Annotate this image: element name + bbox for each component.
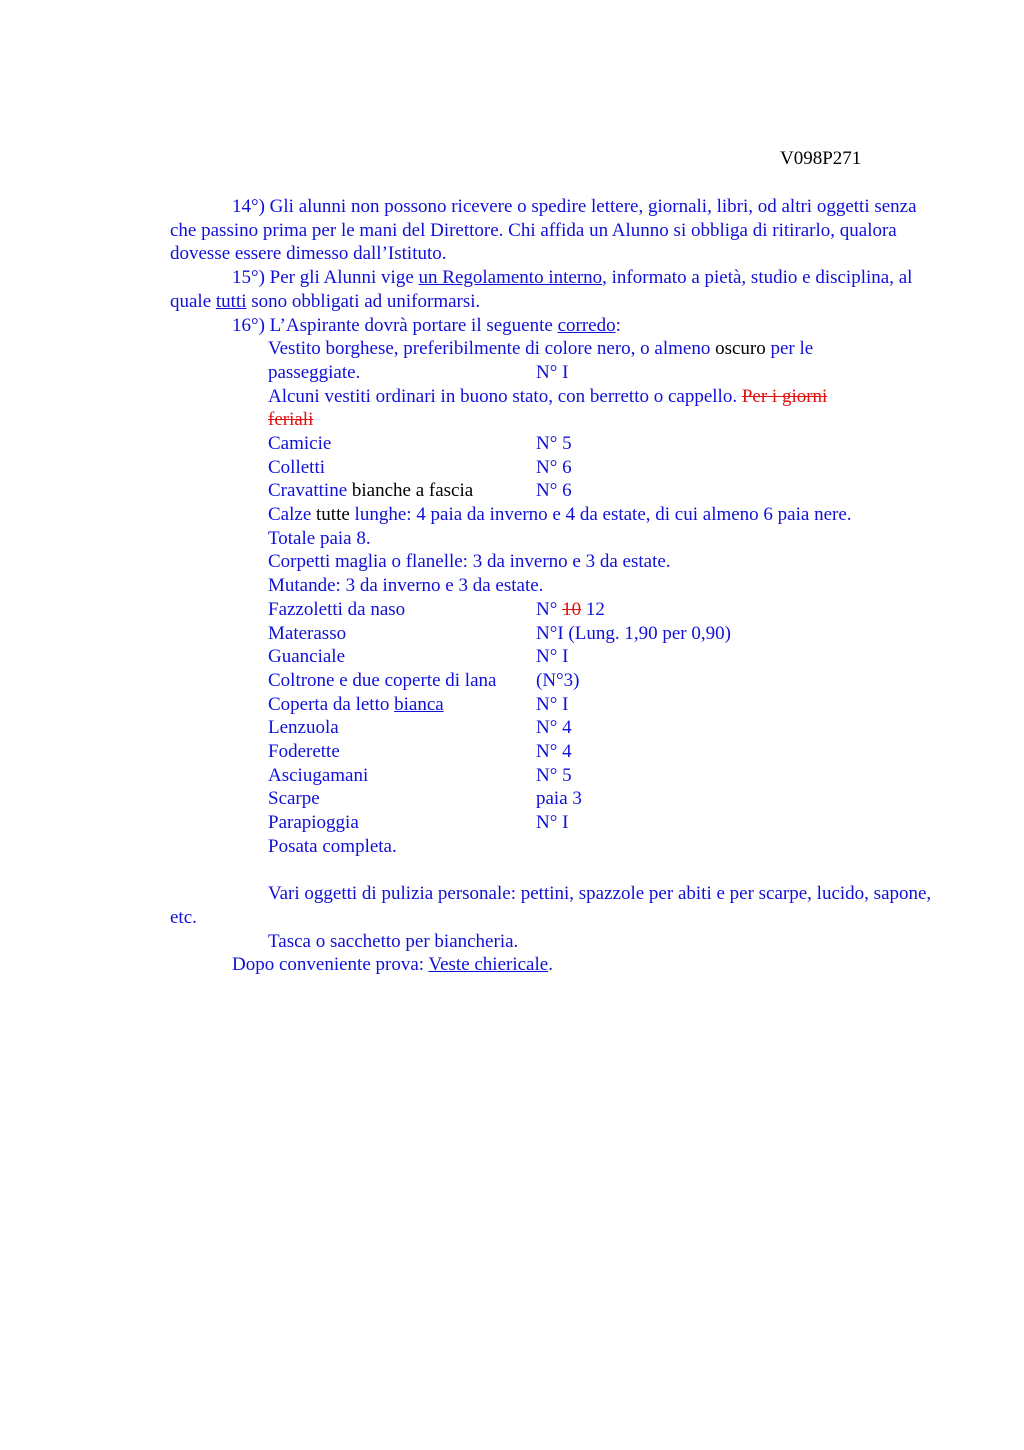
deleted-text: 10 bbox=[562, 598, 582, 620]
posata-line: Posata completa. bbox=[268, 835, 397, 857]
list-item bbox=[268, 764, 940, 788]
deleted-text: feriali bbox=[268, 409, 314, 431]
item-value: N° 6 bbox=[536, 456, 572, 478]
value-corrected: 12 bbox=[581, 598, 605, 620]
item-value: paia 3 bbox=[536, 788, 582, 810]
list-item bbox=[268, 598, 940, 622]
calze-line bbox=[268, 503, 940, 527]
item-value: N°I (Lung. 1,90 per 0,90) bbox=[536, 622, 731, 644]
item-value: N° 4 bbox=[536, 717, 572, 739]
item-label: Parapioggia bbox=[268, 812, 359, 834]
p15-text-b: , informato a pietà, studio e disciplina, al quale bbox=[170, 267, 913, 312]
item-label: Materasso bbox=[268, 622, 347, 644]
list-item bbox=[268, 361, 940, 385]
item-value: N° 4 bbox=[536, 741, 572, 763]
item-label-underlined: bianca bbox=[394, 693, 444, 715]
item-value: N° 6 bbox=[536, 480, 572, 502]
p15-underlined-tutti: tutti bbox=[215, 290, 247, 312]
list-item bbox=[268, 811, 940, 835]
vestito-line bbox=[268, 337, 940, 361]
p16-text-a: 16°) L’Aspirante dovrà portare il seguente bbox=[232, 314, 558, 336]
list-item bbox=[268, 622, 940, 646]
dopo-underlined: Veste chiericale bbox=[428, 954, 549, 976]
item-label: Scarpe bbox=[268, 788, 320, 810]
paragraph-14: 14°) Gli alunni non possono ricevere o spedire lettere, giornali, libri, od altri oggetti senza che passino prima per le mani del Direttore. Chi affida un Alunno si obbliga di ritirarlo, qualora dovesse essere dimesso dall’Istituto. bbox=[170, 196, 917, 265]
item-label: Fazzoletti da naso bbox=[268, 598, 406, 620]
p15-text-c: sono obbligati ad uniformarsi. bbox=[246, 290, 481, 312]
list-item bbox=[268, 787, 940, 811]
p15-underlined-regolamento: un Regolamento interno bbox=[418, 267, 603, 289]
vestito-black-word: oscuro bbox=[715, 338, 766, 360]
item-value: N° I bbox=[536, 693, 569, 715]
dopo-text-a: Dopo conveniente prova: bbox=[232, 954, 429, 976]
blank-line bbox=[170, 858, 940, 882]
vestito-text-a: Vestito borghese, preferibilmente di colore nero, o almeno bbox=[268, 338, 716, 360]
item-label: Guanciale bbox=[268, 646, 346, 668]
item-value: (N°3) bbox=[536, 669, 580, 691]
alcuni-text: Alcuni vestiti ordinari in buono stato, con berretto o cappello. bbox=[268, 385, 742, 407]
p16-text-b: : bbox=[615, 314, 621, 336]
calze-black-word: tutte bbox=[316, 504, 350, 526]
item-value bbox=[536, 598, 605, 622]
mutande-line: Mutande: 3 da inverno e 3 da estate. bbox=[268, 575, 544, 597]
calze-text-b: lunghe: 4 paia da inverno e 4 da estate, di cui almeno 6 paia nere. bbox=[349, 504, 852, 526]
item-label: Asciugamani bbox=[268, 764, 369, 786]
p15-text-a: 15°) Per gli Alunni vige bbox=[232, 267, 419, 289]
item-label: Cravattine bbox=[268, 480, 348, 502]
corpetti-line: Corpetti maglia o flanelle: 3 da inverno e 3 da estate. bbox=[268, 551, 671, 573]
list-item bbox=[268, 716, 940, 740]
item-label: passeggiate. bbox=[268, 361, 361, 383]
item-label: Foderette bbox=[268, 741, 340, 763]
list-item bbox=[268, 432, 940, 456]
paragraph-16 bbox=[170, 314, 940, 338]
item-value: N° 5 bbox=[536, 764, 572, 786]
dopo-line bbox=[232, 953, 940, 977]
item-label: Coltrone e due coperte di lana bbox=[268, 669, 497, 691]
document-body bbox=[170, 195, 940, 977]
list-item bbox=[268, 669, 940, 693]
list-item bbox=[268, 479, 940, 503]
vari-paragraph: Vari oggetti di pulizia personale: pettini, spazzole per abiti e per scarpe, lucido, sapone, etc. bbox=[170, 883, 932, 928]
item-label-black: bianche a fascia bbox=[347, 480, 474, 502]
dopo-text-b: . bbox=[548, 954, 553, 976]
list-item bbox=[268, 740, 940, 764]
paragraph-15 bbox=[170, 266, 940, 313]
item-value: N° I bbox=[536, 812, 569, 834]
vestito-text-b: per le bbox=[765, 338, 814, 360]
item-value: N° 5 bbox=[536, 433, 572, 455]
alcuni-line bbox=[268, 385, 940, 432]
item-value: N° I bbox=[536, 646, 569, 668]
item-label: Lenzuola bbox=[268, 717, 339, 739]
calze-totale: Totale paia 8. bbox=[268, 527, 371, 549]
item-label: Coperta da letto bbox=[268, 693, 395, 715]
calze-text-a: Calze bbox=[268, 504, 317, 526]
corredo-list bbox=[268, 337, 940, 858]
tasca-line: Tasca o sacchetto per biancheria. bbox=[268, 930, 519, 952]
p16-underlined-corredo: corredo bbox=[557, 314, 616, 336]
list-item bbox=[268, 645, 940, 669]
list-item bbox=[268, 456, 940, 480]
item-value: N° I bbox=[536, 361, 569, 383]
page-code: V098P271 bbox=[780, 148, 862, 169]
list-item bbox=[268, 693, 940, 717]
item-label: Camicie bbox=[268, 433, 332, 455]
deleted-text: Per i giorni bbox=[741, 385, 828, 407]
value-prefix: N° bbox=[536, 598, 563, 620]
item-label: Colletti bbox=[268, 456, 325, 478]
